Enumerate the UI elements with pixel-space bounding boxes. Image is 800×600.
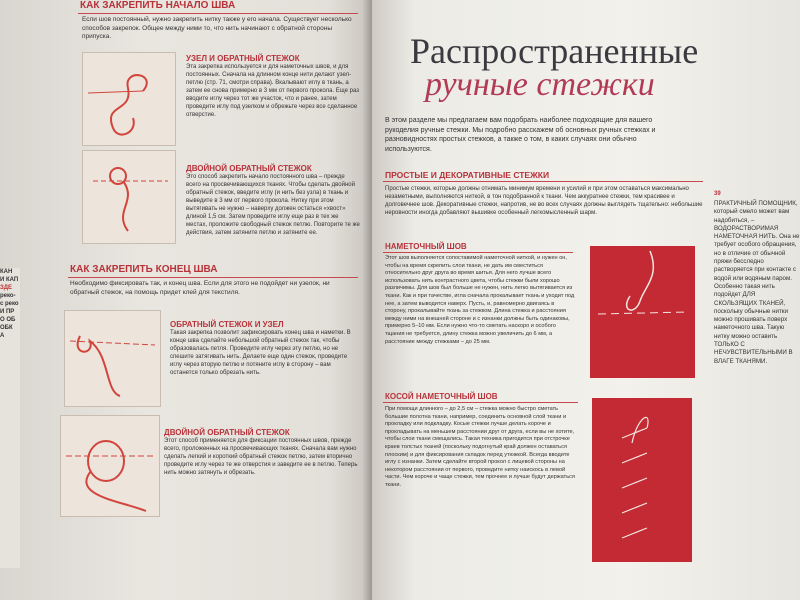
divider — [383, 181, 703, 182]
double-title: ДВОЙНОЙ ОБРАТНЫЙ СТЕЖОК — [186, 164, 312, 173]
section-title-simple: ПРОСТЫЕ И ДЕКОРАТИВНЫЕ СТЕЖКИ — [385, 170, 550, 180]
double-stitch-photo — [82, 150, 176, 244]
thread-illustration — [592, 398, 692, 562]
edge-line: О ОБ — [0, 317, 16, 323]
edge-line: ЗДЕ — [0, 285, 13, 291]
divider — [383, 252, 573, 253]
section-title-end: КАК ЗАКРЕПИТЬ КОНЕЦ ШВА — [70, 264, 218, 275]
basting-title: НАМЕТОЧНЫЙ ШОВ — [385, 242, 467, 251]
edge-line: с реко — [0, 301, 19, 307]
oblique-text: При помощи длинного – до 2,5 см – стежка можно быстро сметать большие полотна ткани, например, соединить основной слой ткани и прокладку или подкладку. Косые стежки лучше делать короче и прокладывать на меньшем расстоянии друг от друга, если вы не хотите, чтобы слои ткани смещались. Такая техника пригодится при отстрочке краев толстых тканей (поскольку подогнутый край должен оставаться плоским) и для фиксирования складок перед утюжкой. Всегда вводите иглу с изнанки. Затем сделайте второй прокол с лицевой стороны на некотором расстоянии от первого, проведите нитку наискось в левой части. Чем короче и чаще стежки, тем прочнее и лучше будут держаться ткани. — [385, 406, 575, 488]
divider — [78, 13, 358, 14]
edge-line: И КАП — [0, 277, 19, 283]
double-backstitch-photo — [60, 415, 160, 517]
knot2-text: Такая закрепка позволит зафиксировать конец шва и наметки. В конце шва сделайте небольшой обратный стежок так, чтобы образовалась петля. Проведите иглу через эту петлю, но не спешите затягивать нить. Делаете еще один стежок, проведите иглу через вторую петлю и потяните иглу в сторону – вам останется только обрезать нить. — [170, 330, 351, 376]
left-page — [0, 0, 372, 600]
divider — [383, 402, 578, 403]
double2-text: Этот способ применяется для фиксации постоянных швов, прежде всего, проложенных на просвечивающих тканях. Сначала вам нужно сделать легкий и короткий обратный стежок петлю, затем вторично проведите иглу через те же отверстия и заведите ее в петлю. Теперь нить можно затянуть и обрезать. — [164, 438, 358, 476]
basting-stitch-photo — [590, 246, 695, 378]
thread-illustration — [83, 53, 175, 145]
side-text: ПРАКТИЧНЫЙ ПОМОЩНИК, который смело может вам надобиться, – ВОДОРАСТВОРИМАЯ НАМЕТОЧНАЯ НИТЬ. Она не требует особого обращения, но в отличие от обычной пряжи бесследно растворяется при контакте с водой или водяным паром. Особенно такая нить подойдет ДЛЯ СКОЛЬЗЯЩИХ ТКАНЕЙ, поскольку обычные нитки можно прошивать поверх наметочного шва. Такую нитку можно оставить ТОЛЬКО С НЕЧУВСТВИТЕЛЬНЫМИ В ВЛАГЕ ТКАНЯМИ. — [714, 200, 800, 365]
basting-text: Этот шов выполняется сопоставимой наметочной ниткой, и нужен он, чтобы на время скрепить слои ткани, не дать им сместиться относительно друг друга во время шитья. Для него лучше всего использовать нить контрастного цвета, чтобы стежки были хорошо различимы. Для шов был больше не нужен, нить легко вытягивается из ткани. Как и при тачестве, игла сначала прокалывает ткань и уходит под нее, а затем выводится наверх. Пусть, и, равномерно двигаясь в сторону, прокалывайте ткань за стежком. Длина стежка и расстояния между ними на внешней стороне и с изнанки должны быть одинаковы, примерно 5–10 мм. Если нужно что-то сметать наскоро и особого тщания не требуется, длину стежка можно увеличить до 6 мм, а расстояние между стежками – до 25 мм. — [385, 255, 575, 345]
double-caption — [186, 164, 361, 237]
thread-illustration — [83, 151, 175, 243]
edge-line: реко- — [0, 293, 16, 299]
thread-illustration — [590, 246, 695, 378]
chapter-title-line2: ручные стежки — [425, 66, 655, 103]
section-text-simple: Простые стежки, которые должны отнимать минимум времени и усилий и при этом оставаться максимально незаметными, выполняются ниткой, в тон подобранной к ткани. Чем аккуратнее стежки, тем красивее и долговечнее шов. Декоративные стежки, напротив, не во всех случаях должны выглядеть тщательно: небольшие неровности иногда добавляют вышивке особенный легкомысленный шарм. — [385, 186, 703, 216]
section-intro-end: Необходимо фиксировать так, и конец шва. Если для этого не подойдет ни узелок, ни обратный стежок, на помощь придет клей для текстиля. — [70, 280, 330, 296]
edge-line: И ПР — [0, 309, 15, 315]
double-text: Это способ закрепить начало постоянного шва – прежде всего на просвечивающихся тканях. Чтобы сделать двойной обратный стежок, введите иглу (и нить без узла) в ткань и выведите в 3 мм от первого прокола. Нитку при этом вытягивать не нужно – наверху должен остаться «хвост» длиной 1,5 см. Затем проведите иглу еще раз в тех же местах, проложите свободный стежок петлю. Повторите те же действия, затем затяните петлю и затяните ее. — [186, 174, 360, 236]
knot-caption — [186, 54, 361, 119]
side-tip — [714, 182, 800, 366]
double2-caption — [164, 428, 360, 477]
knot-stitch-photo — [82, 52, 176, 146]
double2-title: ДВОЙНОЙ ОБРАТНЫЙ СТЕЖОК — [164, 428, 290, 437]
edge-line: ОБК — [0, 325, 13, 331]
divider — [68, 277, 358, 278]
thread-illustration — [65, 311, 160, 406]
knot2-title: ОБРАТНЫЙ СТЕЖОК И УЗЕЛ — [170, 320, 284, 329]
thread-illustration — [61, 416, 159, 516]
previous-page-edge — [0, 268, 20, 568]
section-title-start: КАК ЗАКРЕПИТЬ НАЧАЛО ШВА — [80, 0, 236, 11]
oblique-title: КОСОЙ НАМЕТОЧНЫЙ ШОВ — [385, 392, 498, 401]
knot-title: УЗЕЛ И ОБРАТНЫЙ СТЕЖОК — [186, 54, 300, 63]
edge-line: КАН — [0, 269, 13, 275]
edge-line: А — [0, 333, 5, 339]
section-intro-start: Если шов постоянный, нужно закрепить нитку также у его начала. Существует несколько способов закрепок. Общее между ними то, что нить начинают с обратной стороны припуска. — [82, 16, 352, 41]
backstitch-knot-photo — [64, 310, 161, 407]
oblique-stitch-photo — [592, 398, 692, 562]
chapter-intro: В этом разделе мы предлагаем вам подобрать наиболее подходящие для вашего рукоделия ручные стежки. Мы подробно расскажем об основных ручных стежках и разновидностях простых стежков, а также о том, в каких случаях они обычно используются. — [385, 117, 656, 153]
knot-text: Эта закрепка используется и для наметочных швов, и для постоянных. Сначала на длинном конце нити делают узел-петлю (стр. 71, смотри справа). Вкалывают иглу в ткань, а затем ее снова примерно в 3 мм от первого прокола. Еще раз вводите иглу через тот же участок, что и ранее, затем проведите иглу под узелком и обрежьте через все сделанное отверстие. — [186, 64, 359, 118]
knot2-caption — [170, 320, 360, 377]
side-number: 39 — [714, 191, 721, 197]
chapter-title-line1: Распространенные — [410, 31, 699, 71]
